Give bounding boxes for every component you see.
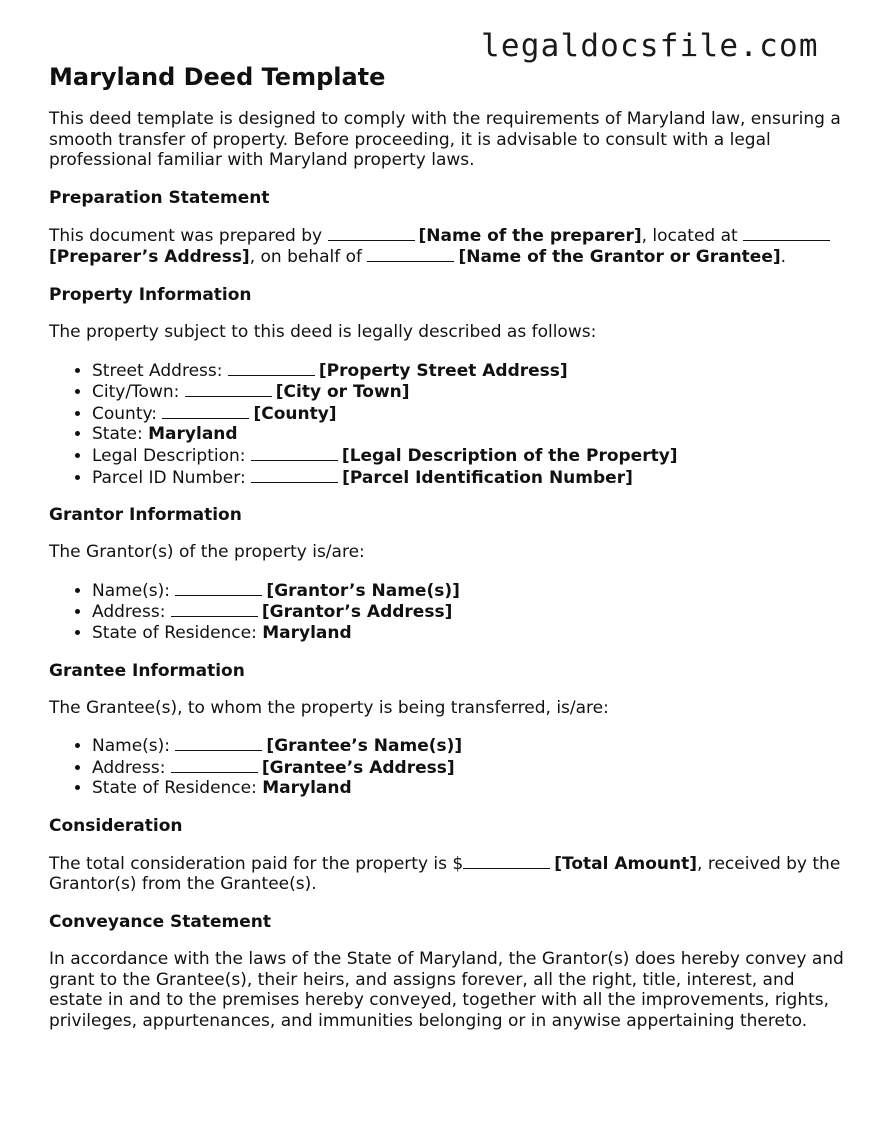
item-label: City/Town: xyxy=(92,382,180,403)
blank-line xyxy=(162,403,249,419)
document-title: Maryland Deed Template xyxy=(49,63,386,91)
item-value: [Grantor’s Address] xyxy=(261,602,453,623)
list-item xyxy=(92,735,849,757)
item-value: [City or Town] xyxy=(275,382,410,403)
blank-line xyxy=(251,467,338,483)
blank-line xyxy=(175,735,262,751)
item-value: [Parcel Identification Number] xyxy=(342,467,633,488)
intro-paragraph: This deed template is designed to comply with the requirements of Maryland law, ensuring a smooth transfer of property. Before proceeding, it is advisable to consult with a legal professional familiar with Maryland property laws. xyxy=(49,109,841,171)
property-heading: Property Information xyxy=(49,284,252,305)
blank-line xyxy=(228,360,315,376)
item-value: [Grantor’s Name(s)] xyxy=(266,580,460,601)
blank-line xyxy=(175,580,262,596)
grantee-list xyxy=(49,735,849,799)
item-label: Legal Description: xyxy=(92,445,246,466)
consideration-paragraph xyxy=(49,853,849,895)
list-item xyxy=(92,360,849,382)
preparer-address-field: [Preparer’s Address] xyxy=(49,247,250,268)
property-list xyxy=(49,360,849,489)
list-item xyxy=(92,381,849,403)
item-label: State of Residence: xyxy=(92,778,257,799)
preparation-paragraph xyxy=(49,225,849,268)
grantor-or-grantee-field: [Name of the Grantor or Grantee] xyxy=(458,247,781,268)
item-label: Address: xyxy=(92,757,166,778)
blank-line xyxy=(185,381,272,397)
list-item xyxy=(92,601,849,623)
total-amount-field: [Total Amount] xyxy=(554,853,698,874)
list-item xyxy=(92,467,849,489)
preparation-heading: Preparation Statement xyxy=(49,187,270,208)
item-value: Maryland xyxy=(262,622,352,643)
document xyxy=(49,60,849,1048)
grantor-list xyxy=(49,580,849,644)
preparation-text: This document was prepared by xyxy=(49,225,323,246)
consideration-text: The total consideration paid for the property is $ xyxy=(49,853,464,874)
list-item xyxy=(92,778,849,799)
list-item xyxy=(92,445,849,467)
watermark: legaldocsfile.com xyxy=(481,28,819,64)
grantor-heading: Grantor Information xyxy=(49,505,242,526)
grantee-heading: Grantee Information xyxy=(49,660,245,681)
blank-line xyxy=(328,225,415,241)
property-intro: The property subject to this deed is legally described as follows: xyxy=(49,321,597,342)
preparer-name-field: [Name of the preparer] xyxy=(418,225,642,246)
blank-line xyxy=(463,853,550,869)
blank-line xyxy=(171,757,258,773)
blank-line xyxy=(251,445,338,461)
item-label: Parcel ID Number: xyxy=(92,467,246,488)
conveyance-paragraph: In accordance with the laws of the State of Maryland, the Grantor(s) does hereby convey and grant to the Grantee(s), their heirs, and assigns forever, all the right, title, interest, and estate in and to the premises hereby conveyed, together with all the improvements, rights, privileges, appurtenances, and immunities belonging or in anywise appertaining thereto. xyxy=(49,949,844,1031)
item-value: Maryland xyxy=(148,424,238,445)
item-value: [Grantee’s Name(s)] xyxy=(266,736,463,757)
blank-line xyxy=(743,225,830,241)
grantor-intro: The Grantor(s) of the property is/are: xyxy=(49,542,365,563)
conveyance-heading: Conveyance Statement xyxy=(49,912,272,933)
blank-line xyxy=(171,601,258,617)
list-item xyxy=(92,580,849,602)
list-item xyxy=(92,623,849,644)
item-value: [Legal Description of the Property] xyxy=(341,445,678,466)
consideration-text: , received by the Grantor(s) from the Grantee(s). xyxy=(49,853,841,895)
item-label: Street Address: xyxy=(92,360,223,381)
preparation-text: , on behalf of xyxy=(249,247,363,268)
preparation-text: , located at xyxy=(641,225,738,246)
list-item xyxy=(92,757,849,779)
item-value: [County] xyxy=(253,403,337,424)
item-value: [Property Street Address] xyxy=(318,360,568,381)
item-label: Address: xyxy=(92,602,166,623)
item-value: Maryland xyxy=(262,778,352,799)
item-label: Name(s): xyxy=(92,736,171,757)
consideration-heading: Consideration xyxy=(49,815,183,836)
preparation-text: . xyxy=(780,247,787,268)
item-label: County: xyxy=(92,403,158,424)
list-item xyxy=(92,403,849,425)
item-value: [Grantee’s Address] xyxy=(261,757,455,778)
item-label: State: xyxy=(92,424,143,445)
grantee-intro: The Grantee(s), to whom the property is being transferred, is/are: xyxy=(49,697,609,718)
blank-line xyxy=(367,246,454,262)
item-label: State of Residence: xyxy=(92,622,257,643)
item-label: Name(s): xyxy=(92,580,171,601)
list-item xyxy=(92,424,849,445)
